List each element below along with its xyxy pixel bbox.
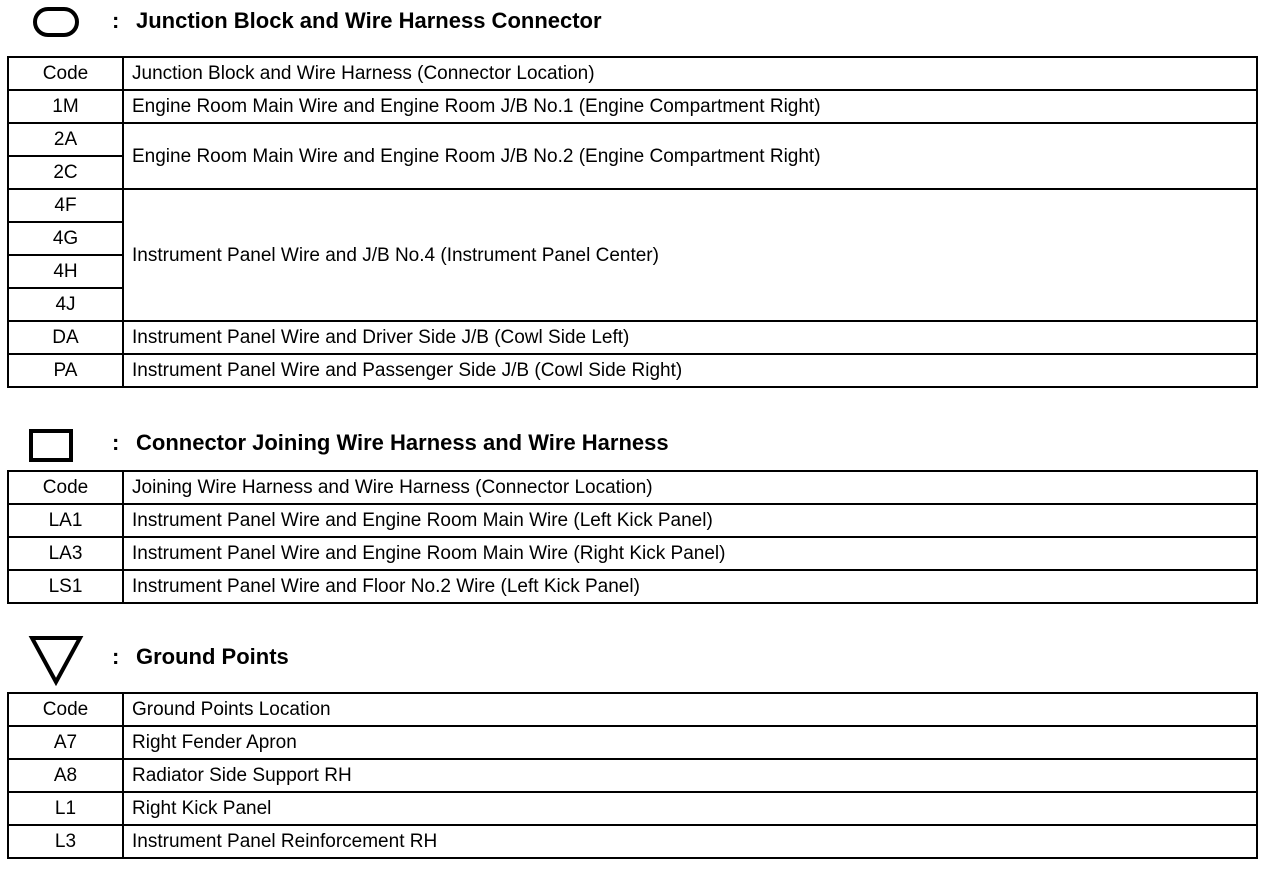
row-desc: Engine Room Main Wire and Engine Room J/B No.2 (Engine Compartment Right) [123,123,1257,189]
header-desc: Ground Points Location [123,693,1257,726]
table-row [8,189,1257,222]
header-code: Code [8,471,123,504]
row-code: 4G [8,222,123,255]
row-code: LA3 [8,537,123,570]
table-row [8,321,1257,354]
row-code: LS1 [8,570,123,603]
table-header-row [8,57,1257,90]
row-code: L1 [8,792,123,825]
table-row [8,726,1257,759]
header-code: Code [8,57,123,90]
row-desc: Engine Room Main Wire and Engine Room J/B No.1 (Engine Compartment Right) [123,90,1257,123]
row-code: LA1 [8,504,123,537]
heading-colon: : [112,430,120,455]
table-row [8,354,1257,387]
header-code: Code [8,693,123,726]
section-title: Ground Points [136,644,289,669]
row-code: 2C [8,156,123,189]
row-desc: Instrument Panel Wire and Engine Room Main Wire (Right Kick Panel) [123,537,1257,570]
section-title: Connector Joining Wire Harness and Wire Harness [136,430,669,455]
table-row [8,759,1257,792]
table-header-row [8,693,1257,726]
row-desc: Instrument Panel Wire and Floor No.2 Wire (Left Kick Panel) [123,570,1257,603]
row-code: A8 [8,759,123,792]
section-title: Junction Block and Wire Harness Connector [136,8,602,33]
table-row [8,792,1257,825]
heading-colon: : [112,644,120,669]
row-code: 1M [8,90,123,123]
table-row [8,504,1257,537]
row-code: PA [8,354,123,387]
row-code: 4J [8,288,123,321]
row-code: 4H [8,255,123,288]
table-row [8,537,1257,570]
row-code: A7 [8,726,123,759]
rounded-rect-icon [32,6,80,38]
table-row [8,123,1257,156]
section-joining-connector-heading [0,422,1280,462]
triangle-down-icon [28,634,84,686]
ground-points-table [7,692,1258,859]
row-desc: Instrument Panel Wire and Driver Side J/B (Cowl Side Left) [123,321,1257,354]
table-row [8,90,1257,123]
section-junction-block-heading [0,0,1280,40]
row-desc: Instrument Panel Reinforcement RH [123,825,1257,858]
row-code: 2A [8,123,123,156]
table-row [8,825,1257,858]
row-code: DA [8,321,123,354]
junction-block-table [7,56,1258,388]
rectangle-icon [28,428,76,464]
heading-colon: : [112,8,120,33]
header-desc: Junction Block and Wire Harness (Connector Location) [123,57,1257,90]
row-desc: Radiator Side Support RH [123,759,1257,792]
table-header-row [8,471,1257,504]
row-desc: Instrument Panel Wire and J/B No.4 (Instrument Panel Center) [123,189,1257,321]
header-desc: Joining Wire Harness and Wire Harness (Connector Location) [123,471,1257,504]
joining-connector-table [7,470,1258,604]
table-row [8,570,1257,603]
row-desc: Instrument Panel Wire and Engine Room Main Wire (Left Kick Panel) [123,504,1257,537]
row-desc: Right Kick Panel [123,792,1257,825]
row-desc: Instrument Panel Wire and Passenger Side J/B (Cowl Side Right) [123,354,1257,387]
row-desc: Right Fender Apron [123,726,1257,759]
row-code: L3 [8,825,123,858]
section-ground-points-heading [0,632,1280,672]
row-code: 4F [8,189,123,222]
